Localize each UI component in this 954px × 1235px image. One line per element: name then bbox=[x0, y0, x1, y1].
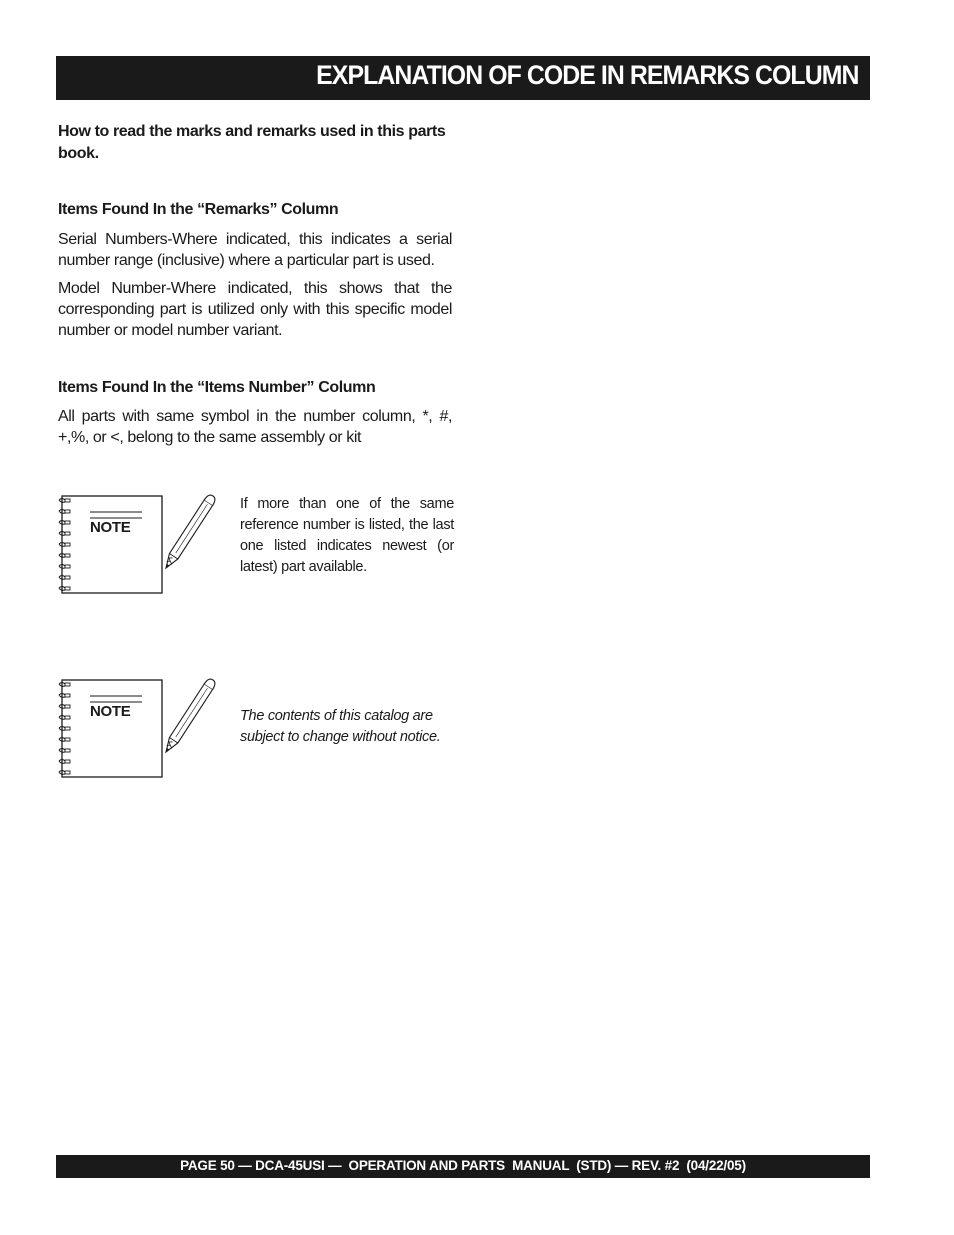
intro-text: How to read the marks and remarks used in this parts book. bbox=[58, 123, 446, 162]
footer-bar bbox=[56, 1155, 870, 1178]
note-notepad-graphic bbox=[56, 674, 226, 784]
note-label: NOTE bbox=[90, 703, 131, 720]
remarks-column-heading: Items Found In the “Remarks” Column bbox=[58, 201, 339, 218]
note-text: If more than one of the same reference number is listed, the last one listed indicates newest (or latest) part available. bbox=[240, 496, 454, 575]
page-title: EXPLANATION OF CODE IN REMARKS COLUMN bbox=[315, 60, 858, 90]
model-number-paragraph: Model Number-Where indicated, this shows that the corresponding part is utilized only with this specific model number or model number variant. bbox=[58, 280, 452, 339]
notepad-pencil-icon bbox=[56, 490, 226, 600]
notepad-pencil-icon bbox=[56, 674, 226, 784]
items-number-paragraph: All parts with same symbol in the number column, *, #, +,%, or <, belong to the same assembly or kit bbox=[58, 408, 452, 446]
items-number-column-heading: Items Found In the “Items Number” Column bbox=[58, 379, 376, 396]
serial-numbers-paragraph: Serial Numbers-Where indicated, this indicates a serial number range (inclusive) where a particular part is used. bbox=[58, 231, 452, 269]
note-notepad-graphic bbox=[56, 490, 226, 600]
note-label: NOTE bbox=[90, 519, 131, 536]
footer-text: PAGE 50 — DCA-45USI — OPERATION AND PARTS MANUAL (STD) — REV. #2 (04/22/05) bbox=[180, 1158, 746, 1173]
note-text: The contents of this catalog are subject to change without notice. bbox=[240, 708, 441, 745]
header-bar bbox=[56, 56, 870, 100]
